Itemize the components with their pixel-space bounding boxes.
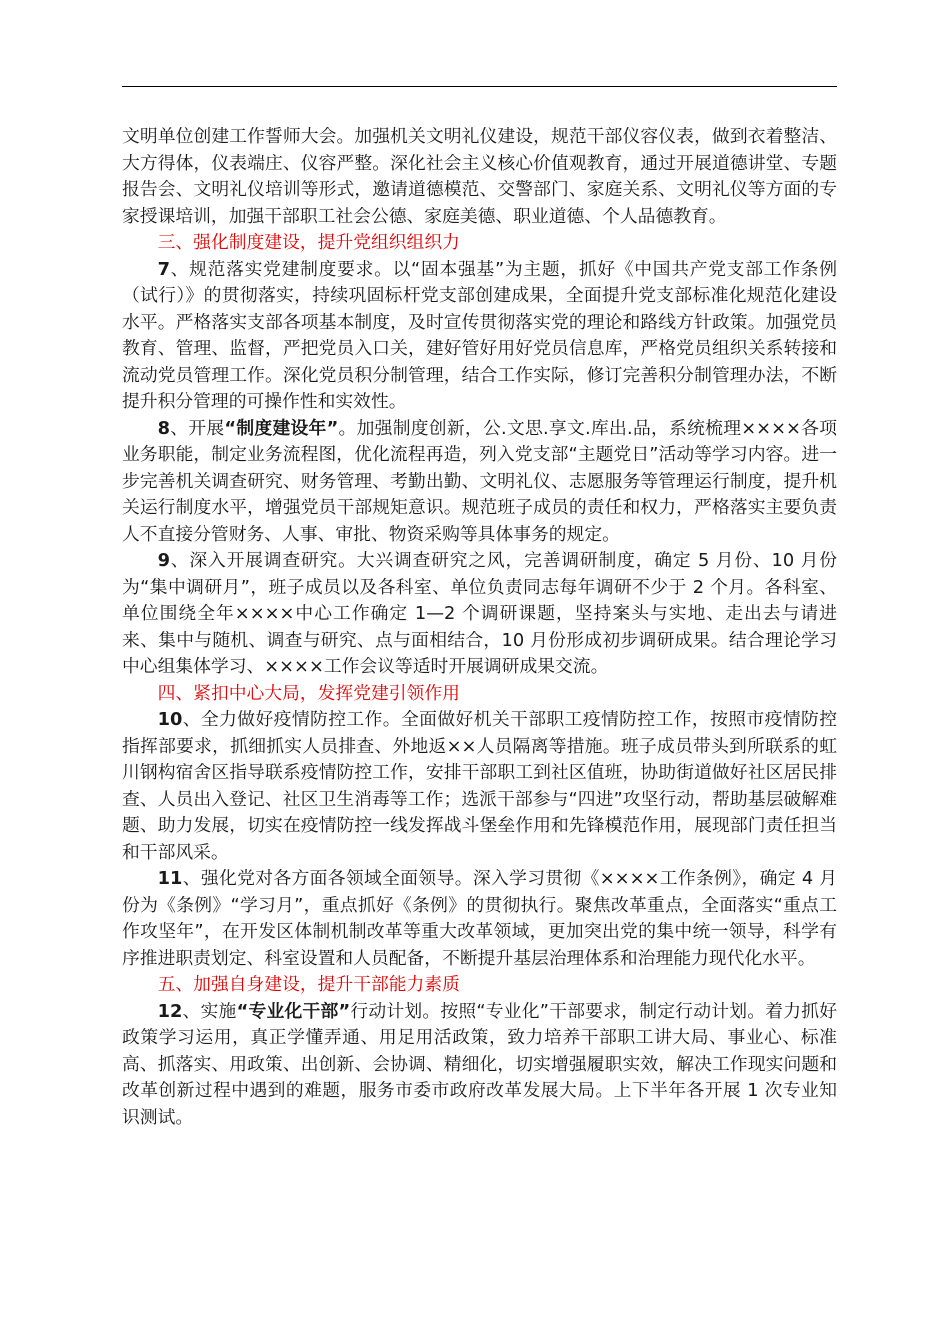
item-bold-phrase: “制度建设年”: [224, 417, 339, 439]
section-heading-4: 四、紧扣中心大局，发挥党建引领作用: [157, 682, 460, 704]
paragraph-item-8: [122, 416, 837, 549]
item-number: 9: [157, 550, 170, 571]
item-number: 10: [157, 709, 183, 730]
item-text: 、全力做好疫情防控工作。全面做好机关干部职工疫情防控工作，按照市疫情防控指挥部要求，抓细抓实人员排查、外地返××人员隔离等措施。班子成员带头到所联系的虹川钢构宿舍区指导联系疫情防控工作，安排干部职工到社区值班，协助街道做好社区居民排查、人员出入登记、社区卫生消毒等工作；选派干部参与“四进”攻坚行动，帮助基层破解难题、助力发展，切实在疫情防控一线发挥战斗堡垒作用和先锋模范作用，展现部门责任担当和干部风采。: [122, 709, 837, 863]
document-body: [122, 124, 837, 1131]
item-text: 、深入开展调查研究。大兴调查研究之风，完善调研制度，确定 5 月份、10 月份为“集中调研月”，班子成员以及各科室、单位负责同志每年调研不少于 2 个月。各科室、单位围绕全年××××中心工作确定 1—2 个调研课题，坚持案头与实地、走出去与请进来、集中与随机、调查与研究、点与面相结合，10 月份形成初步调研成果。结合理论学习中心组集体学习、××××工作会议等适时开展调研成果交流。: [122, 550, 837, 677]
item-bold-phrase: “专业化干部”: [236, 1000, 351, 1022]
item-number: 12: [157, 1000, 183, 1022]
header-rule: [122, 86, 837, 87]
item-number: 8: [157, 417, 170, 439]
item-text: 。加强制度创新，公.文思.享文.库出.品，系统梳理××××各项业务职能，制定业务流程图，优化流程再造，列入党支部“主题党日”活动等学习内容。进一步完善机关调查研究、财务管理、考勤出勤、文明礼仪、志愿服务等管理运行制度，提升机关运行制度水平，增强党员干部规矩意识。规范班子成员的责任和权力，严格落实主要负责人不直接分管财务、人事、审批、物资采购等具体事务的规定。: [122, 417, 837, 545]
paragraph-item-12: [122, 999, 837, 1132]
item-text: 、规范落实党建制度要求。以“固本强基”为主题，抓好《中国共产党支部工作条例（试行）》的贯彻落实，持续巩固标杆党支部创建成果，全面提升党支部标准化规范化建设水平。严格落实支部各项基本制度，及时宣传贯彻落实党的理论和路线方针政策。加强党员教育、管理、监督，严把党员入口关，建好管好用好党员信息库，严格党员组织关系转接和流动党员管理工作。深化党员积分制管理，结合工作实际，修订完善积分制管理办法，不断提升积分管理的可操作性和实效性。: [122, 258, 837, 412]
item-text: 行动计划。按照“专业化”干部要求，制定行动计划。着力抓好政策学习运用，真正学懂弄通、用足用活政策，致力培养干部职工讲大局、事业心、标准高、抓落实、用政策、出创新、会协调、精细化，切实增强履职实效，解决工作现实问题和改革创新过程中遇到的难题，服务市委市政府改革发展大局。上下半年各开展 1 次专业知识测试。: [122, 1000, 837, 1128]
section-heading-3: 三、强化制度建设，提升党组织组织力: [157, 232, 460, 253]
paragraph-item-10: [122, 707, 837, 866]
section-heading-5: 五、加强自身建设，提升干部能力素质: [157, 974, 460, 995]
item-text: 、强化党对各方面各领域全面领导。深入学习贯彻《××××工作条例》，确定 4 月份为《条例》“学习月”，重点抓好《条例》的贯彻执行。聚焦改革重点，全面落实“重点工作攻坚年”，在开发区体制机制改革等重大改革领域，更加突出党的集中统一领导，科学有序推进职责划定、科室设置和人员配备，不断提升基层治理体系和治理能力现代化水平。: [122, 868, 837, 969]
item-text: 、开展: [169, 417, 225, 439]
paragraph-item-7: [122, 257, 837, 416]
item-number: 7: [157, 258, 170, 280]
item-text: 、实施: [182, 1000, 237, 1022]
paragraph-item-9: [122, 548, 837, 681]
item-number: 11: [157, 868, 183, 889]
paragraph-item-11: [122, 866, 837, 972]
paragraph-intro: 文明单位创建工作誓师大会。加强机关文明礼仪建设，规范干部仪容仪表，做到衣着整洁、大方得体，仪表端庄、仪容严整。深化社会主义核心价值观教育，通过开展道德讲堂、专题报告会、文明礼仪培训等形式，邀请道德模范、交警部门、家庭关系、文明礼仪等方面的专家授课培训，加强干部职工社会公德、家庭美德、职业道德、个人品德教育。: [122, 126, 837, 227]
